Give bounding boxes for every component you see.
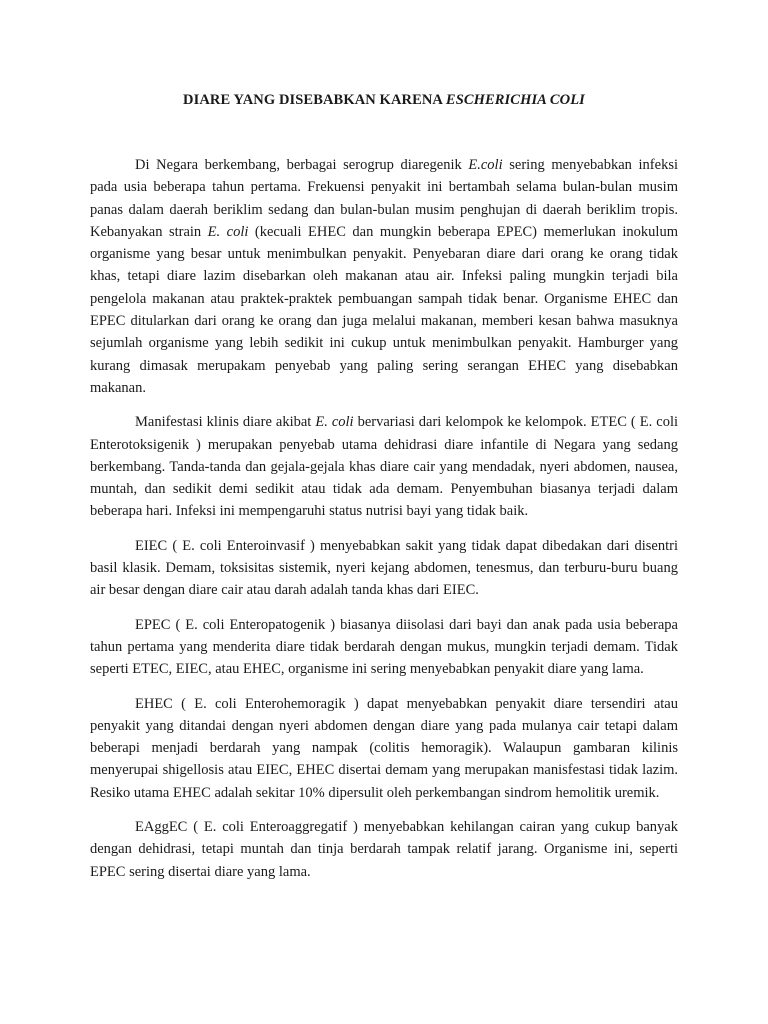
- italic-term: E. coli: [315, 414, 354, 431]
- paragraph-text: sering menyebabkan infeksi pada usia beberapa tahun pertama. Frekuensi penyakit ini bertambah selama bulan-bulan musim panas dalam daerah beriklim sedang dan bulan-bulan musim penghujan di daerah beriklim tropis. Kebanyakan strain: [90, 157, 678, 240]
- paragraph-text: bervariasi dari kelompok ke kelompok. ETEC ( E. coli Enterotoksigenik ) merupakan penyebab utama dehidrasi diare infantile di Negara yang sedang berkembang. Tanda-tanda dan gejala-gejala khas diare cair yang mendadak, nyeri abdomen, nausea, muntah, dan sedikit demi sedikit atau tidak ada demam. Penyembuhan biasanya terjadi dalam beberapa hari. Infeksi ini mempengaruhi status nutrisi bayi yang tidak baik.: [90, 414, 678, 520]
- paragraph: [90, 411, 678, 522]
- title-italic: ESCHERICHIA COLI: [445, 92, 585, 108]
- paragraph-text: EIEC ( E. coli Enteroinvasif ) menyebabkan sakit yang tidak dapat dibedakan dari disentri basil klasik. Demam, toksisitas sistemik, nyeri kejang abdomen, tenesmus, dan terburu-buru buang air besar dengan diare cair atau darah adalah tanda khas dari EIEC.: [90, 537, 678, 599]
- paragraph-text: EPEC ( E. coli Enteropatogenik ) biasanya diisolasi dari bayi dan anak pada usia beberapa tahun pertama yang menderita diare tidak berdarah dengan mukus, mungkin terjadi demam. Tidak seperti ETEC, EIEC, atau EHEC, organisme ini sering menyebabkan penyakit diare yang lama.: [90, 616, 678, 678]
- paragraph: [90, 154, 678, 399]
- paragraph-text: Di Negara berkembang, berbagai serogrup diaregenik: [135, 157, 469, 173]
- title-main: DIARE YANG DISEBABKAN KARENA: [183, 92, 446, 108]
- document-title: [90, 92, 678, 109]
- paragraph-text: (kecuali EHEC dan mungkin beberapa EPEC) memerlukan inokulum organisme yang besar untuk menimbulkan penyakit. Penyebaran diare dari orang ke orang tidak khas, tetapi diare lazim disebarkan oleh makanan atau air. Infeksi paling mungkin terjadi bila pengelola makanan atau praktek-praktek pembuangan sampah tidak benar. Organisme EHEC dan EPEC ditularkan dari orang ke orang dan juga melalui makanan, memberi kesan bahwa masuknya sejumlah organisme yang lebih sedikit ini cukup untuk menimbulkan penyakit. Hamburger yang kurang dimasak merupakam penyebab yang paling sering serangan EHEC yang disebabkan makanan.: [90, 223, 678, 396]
- paragraph-text: Manifestasi klinis diare akibat: [135, 414, 316, 431]
- italic-term: E. coli: [207, 223, 249, 240]
- italic-term: E.coli: [468, 157, 503, 173]
- paragraph: [90, 614, 678, 681]
- paragraph: [90, 535, 678, 602]
- paragraph: [90, 693, 678, 804]
- paragraph: [90, 816, 678, 883]
- paragraph-text: EHEC ( E. coli Enterohemoragik ) dapat menyebabkan penyakit diare tersendiri atau penyakit yang ditandai dengan nyeri abdomen dengan diare yang pada mulanya cair tetapi dalam beberapi menjadi berdarah yang nampak (colitis hemoragik). Walaupun gambaran kilinis menyerupai shigellosis atau EIEC, EHEC disertai demam yang merupakan manisfestasi tidak lazim. Resiko utama EHEC adalah sekitar 10% dipersulit oleh perkembangan sindrom hemolitik uremik.: [90, 695, 678, 801]
- paragraph-text: EAggEC ( E. coli Enteroaggregatif ) menyebabkan kehilangan cairan yang cukup banyak dengan dehidrasi, tetapi muntah dan tinja berdarah tampak relatif jarang. Organisme ini, seperti EPEC sering disertai diare yang lama.: [90, 819, 678, 880]
